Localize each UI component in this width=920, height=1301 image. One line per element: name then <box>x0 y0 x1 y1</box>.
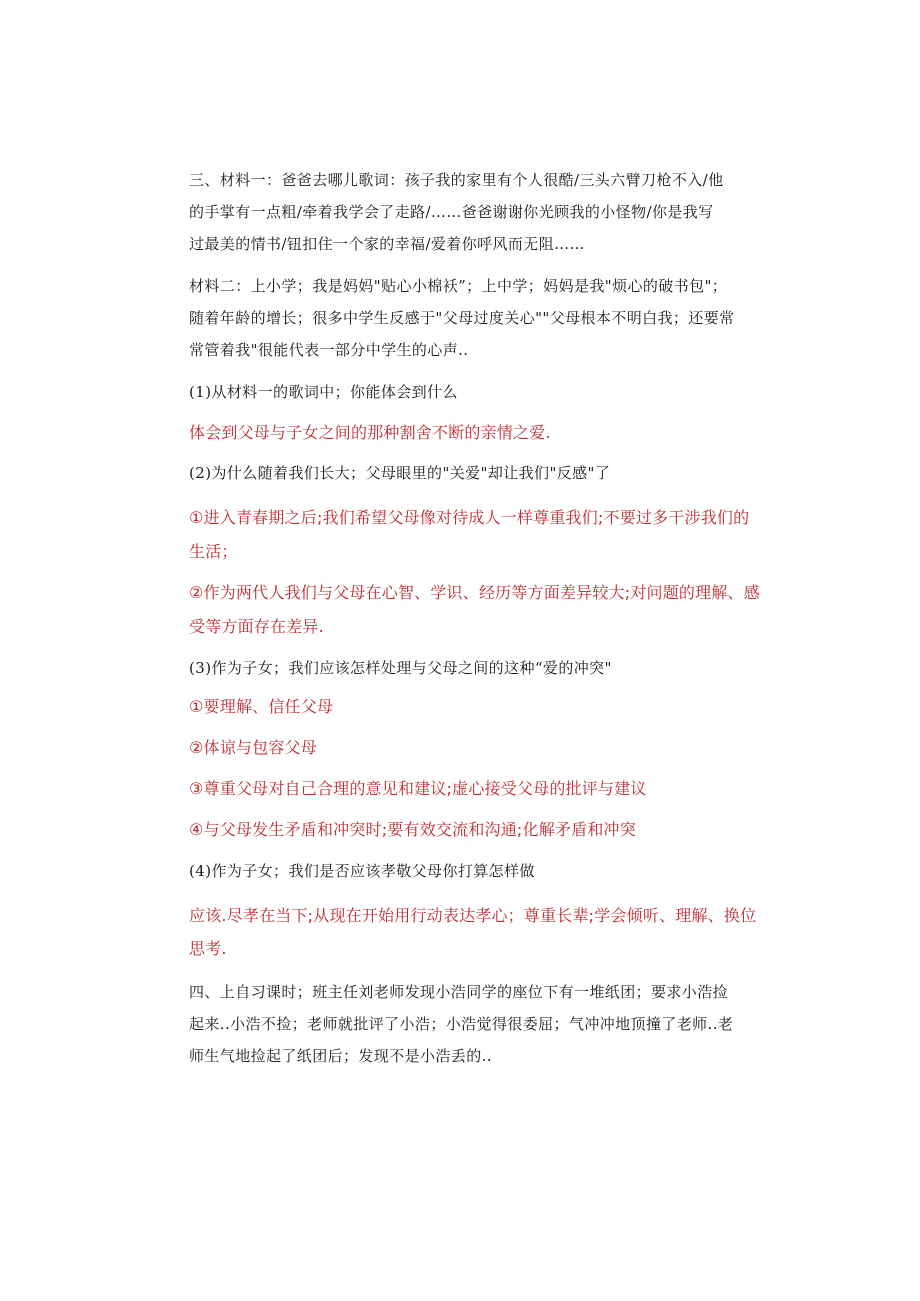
question-2: (2)为什么随着我们长大；父母眼里的"关爱"却让我们"反感"了 <box>189 464 611 482</box>
question-4: (4)作为子女；我们是否应该孝敬父母你打算怎样做 <box>189 862 535 880</box>
answer-4-line-2: 思考. <box>189 939 227 958</box>
question-3: (3)作为子女；我们应该怎样处理与父母之间的这种“爱的冲突" <box>189 659 612 677</box>
material-2-line-1: 材料二：上小学；我是妈妈"贴心小棉袄”；上中学；妈妈是我"烦心的破书包"； <box>189 277 728 295</box>
material-1-line-3: 过最美的情书/钮扣住一个家的幸福/爱着你呼风而无阻…… <box>189 235 585 253</box>
answer-2-line-3: ②作为两代人我们与父母在心智、学识、经历等方面差异较大;对问题的理解、感 <box>189 583 760 602</box>
answer-3-item-1: ①要理解、信任父母 <box>189 697 334 716</box>
answer-2-line-4: 受等方面存在差异. <box>189 617 324 636</box>
question-1: (1)从材料一的歌词中；你能体会到什么 <box>189 383 458 401</box>
answer-2-line-2: 生活； <box>189 542 238 561</box>
material-1-line-1: 三、材料一：爸爸去哪儿歌词：孩子我的家里有个人很酷/三头六臂刀枪不入/他 <box>189 171 724 189</box>
answer-3-item-2: ②体谅与包容父母 <box>189 738 317 757</box>
answer-1: 体会到父母与子女之间的那种割舍不断的亲情之爱. <box>189 423 551 442</box>
section-4-line-2: 起来..小浩不捡；老师就批评了小浩；小浩觉得很委屈；气冲冲地顶撞了老师..老 <box>189 1015 734 1033</box>
answer-3-item-4: ④与父母发生矛盾和冲突时;要有效交流和沟通;化解矛盾和冲突 <box>189 820 636 839</box>
material-2-line-2: 随着年龄的增长；很多中学生反感于"父母过度关心""父母根本不明白我；还要常 <box>189 309 735 327</box>
answer-4-line-1: 应该.尽孝在当下;从现在开始用行动表达孝心；尊重长辈;学会倾听、理解、换位 <box>189 906 757 925</box>
material-2-line-3: 常管着我"很能代表一部分中学生的心声.. <box>189 341 469 359</box>
answer-2-line-1: ①进入青春期之后;我们希望父母像对待成人一样尊重我们;不要过多干涉我们的 <box>189 508 750 527</box>
section-4-line-3: 师生气地捡起了纸团后；发现不是小浩丢的.. <box>189 1047 492 1065</box>
answer-3-item-3: ③尊重父母对自己合理的意见和建议;虚心接受父母的批评与建议 <box>189 779 647 798</box>
material-1-line-2: 的手掌有一点粗/牵着我学会了走路/……爸爸谢谢你光顾我的小怪物/你是我写 <box>189 203 714 221</box>
section-4-line-1: 四、上自习课时；班主任刘老师发现小浩同学的座位下有一堆纸团；要求小浩捡 <box>189 983 729 1001</box>
